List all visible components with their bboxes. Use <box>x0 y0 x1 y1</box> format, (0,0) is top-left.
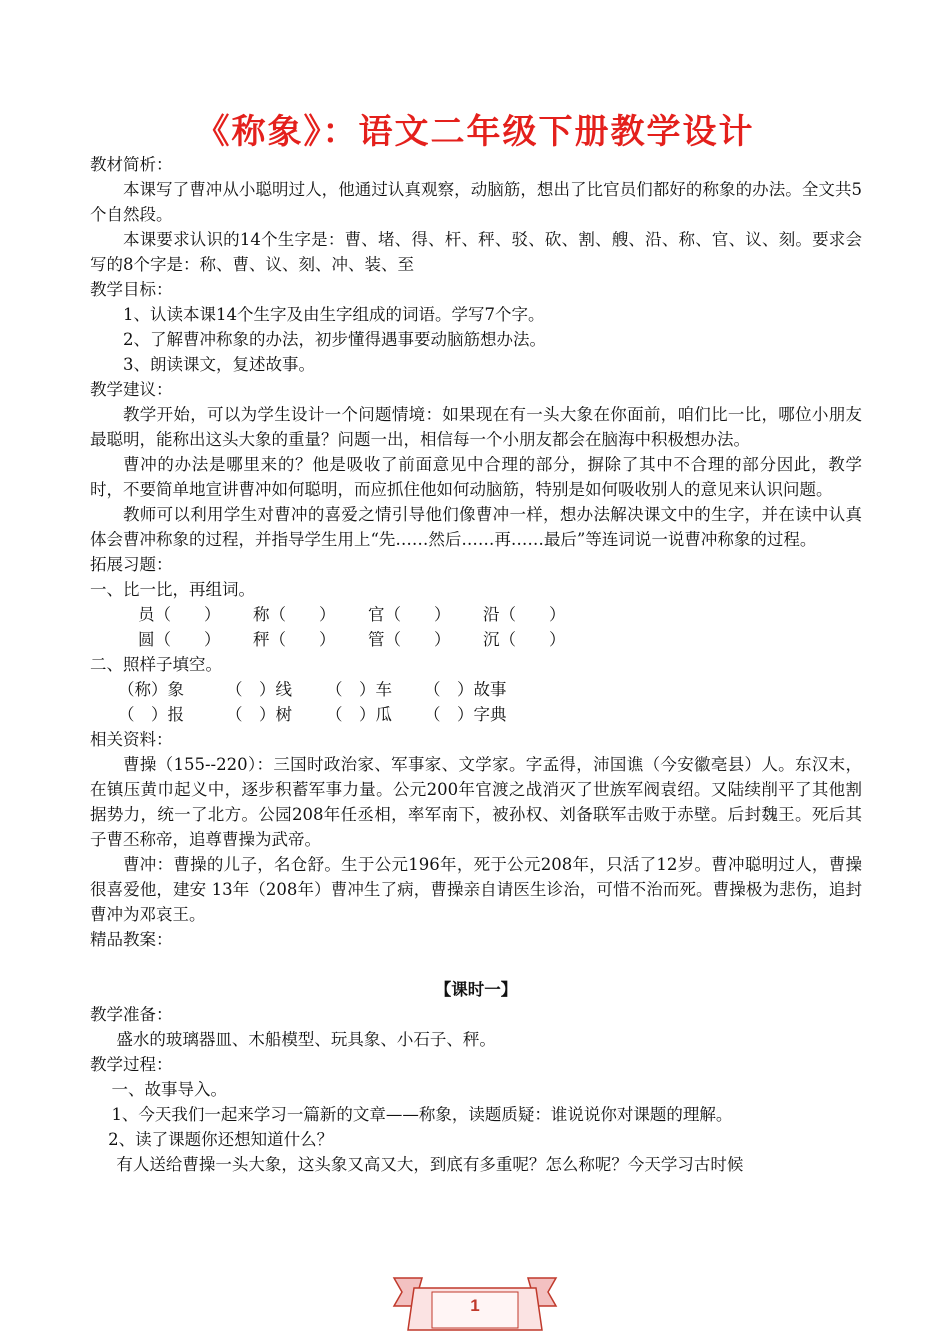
paragraph: 有人送给曹操一头大象，这头象又高又大，到底有多重呢？怎么称呢？今天学习古时候 <box>116 1155 744 1174</box>
heading-lesson-plan: 精品教案： <box>90 930 173 949</box>
goal-item: 3、朗读课文，复述故事。 <box>123 355 315 374</box>
heading-preparation: 教学准备： <box>90 1005 173 1024</box>
exercise-cell: （ ）线 <box>226 680 292 699</box>
paragraph: 曹冲：曹操的儿子，名仓舒。生于公元196年，死于公元208年，只活了12岁。曹冲聪明过人，曹操很喜爱他，建安 13年（208年）曹冲生了病，曹操亲自请医生诊治，可惜不治而死。曹操极为悲伤，追封曹冲为邓哀王。 <box>90 855 862 924</box>
goal-item: 2、了解曹冲称象的办法，初步懂得遇事要动脑筋想办法。 <box>123 330 546 349</box>
paragraph: 本课要求认识的14个生字是：曹、堵、得、杆、秤、驳、砍、割、艘、沿、称、官、议、刻。要求会写的8个字是：称、曹、议、刻、冲、装、至 <box>90 230 862 274</box>
exercise-cell: 员（ ） <box>138 605 221 624</box>
paragraph: 教学开始，可以为学生设计一个问题情境：如果现在有一头大象在你面前，咱们比一比，哪位小朋友最聪明，能称出这头大象的重量？问题一出，相信每一个小朋友都会在脑海中积极想办法。 <box>90 405 862 449</box>
exercise-cell: 沿（ ） <box>483 605 566 624</box>
heading-goals: 教学目标： <box>90 280 173 299</box>
exercise-cell: 称（ ） <box>253 605 336 624</box>
exercise-cell: 沉（ ） <box>483 630 566 649</box>
process-step: 1、今天我们一起来学习一篇新的文章——称象，读题质疑：谁说说你对课题的理解。 <box>111 1105 733 1124</box>
exercise-cell: （称）象 <box>118 680 184 699</box>
document-body <box>90 152 862 1177</box>
process-step: 一、故事导入。 <box>111 1080 227 1099</box>
heading-references: 相关资料： <box>90 730 173 749</box>
goal-item: 1、认读本课14个生字及由生字组成的词语。学写7个字。 <box>123 305 545 324</box>
heading-advice: 教学建议： <box>90 380 173 399</box>
heading-exercises: 拓展习题： <box>90 555 173 574</box>
exercise-2-row <box>90 677 862 702</box>
process-step: 2、读了课题你还想知道什么？ <box>108 1130 334 1149</box>
exercise-1-row <box>90 602 862 627</box>
exercise-cell: （ ）报 <box>118 705 184 724</box>
page-number: 1 <box>470 1296 480 1315</box>
exercise-2-heading: 二、照样子填空。 <box>90 655 222 674</box>
exercise-cell: 秤（ ） <box>253 630 336 649</box>
paragraph: 本课写了曹冲从小聪明过人，他通过认真观察，动脑筋，想出了比官员们都好的称象的办法。全文共5个自然段。 <box>90 180 862 224</box>
exercise-2-row <box>90 702 862 727</box>
paragraph: 曹操（155--220）：三国时政治家、军事家、文学家。字孟得，沛国谯（今安徽亳县）人。东汉末，在镇压黄巾起义中，逐步积蓄军事力量。公元200年官渡之战消灭了世族军阀袁绍。又陆续削平了其他割据势力，统一了北方。公园208年任丞相，率军南下，被孙权、刘备联军击败于赤壁。后封魏王。死后其子曹丕称帝，追尊曹操为武帝。 <box>90 755 862 849</box>
exercise-cell: 官（ ） <box>368 605 451 624</box>
paragraph: 盛水的玻璃器皿、木船模型、玩具象、小石子、秤。 <box>116 1030 496 1049</box>
heading-process: 教学过程： <box>90 1055 173 1074</box>
exercise-cell: （ ）字典 <box>424 705 507 724</box>
document-title: 《称象》：语文二年级下册教学设计 <box>195 112 755 152</box>
lesson-heading: 【课时一】 <box>434 980 518 999</box>
heading-analysis: 教材简析： <box>90 155 173 174</box>
exercise-cell: 管（ ） <box>368 630 451 649</box>
exercise-1-row <box>90 627 862 652</box>
paragraph: 曹冲的办法是哪里来的？他是吸收了前面意见中合理的部分，摒除了其中不合理的部分因此，教学时，不要简单地宣讲曹冲如何聪明，而应抓住他如何动脑筋，特别是如何吸收别人的意见来认识问题。 <box>90 455 862 499</box>
exercise-cell: （ ）瓜 <box>326 705 392 724</box>
paragraph: 教师可以利用学生对曹冲的喜爱之情引导他们像曹冲一样，想办法解决课文中的生字，并在读中认真体会曹冲称象的过程，并指导学生用上“先……然后……再……最后”等连词说一说曹冲称象的过程。 <box>90 505 862 549</box>
exercise-1-heading: 一、比一比，再组词。 <box>90 580 255 599</box>
exercise-cell: （ ）树 <box>226 705 292 724</box>
exercise-cell: （ ）故事 <box>424 680 507 699</box>
exercise-cell: 圆（ ） <box>138 630 221 649</box>
exercise-cell: （ ）车 <box>326 680 392 699</box>
